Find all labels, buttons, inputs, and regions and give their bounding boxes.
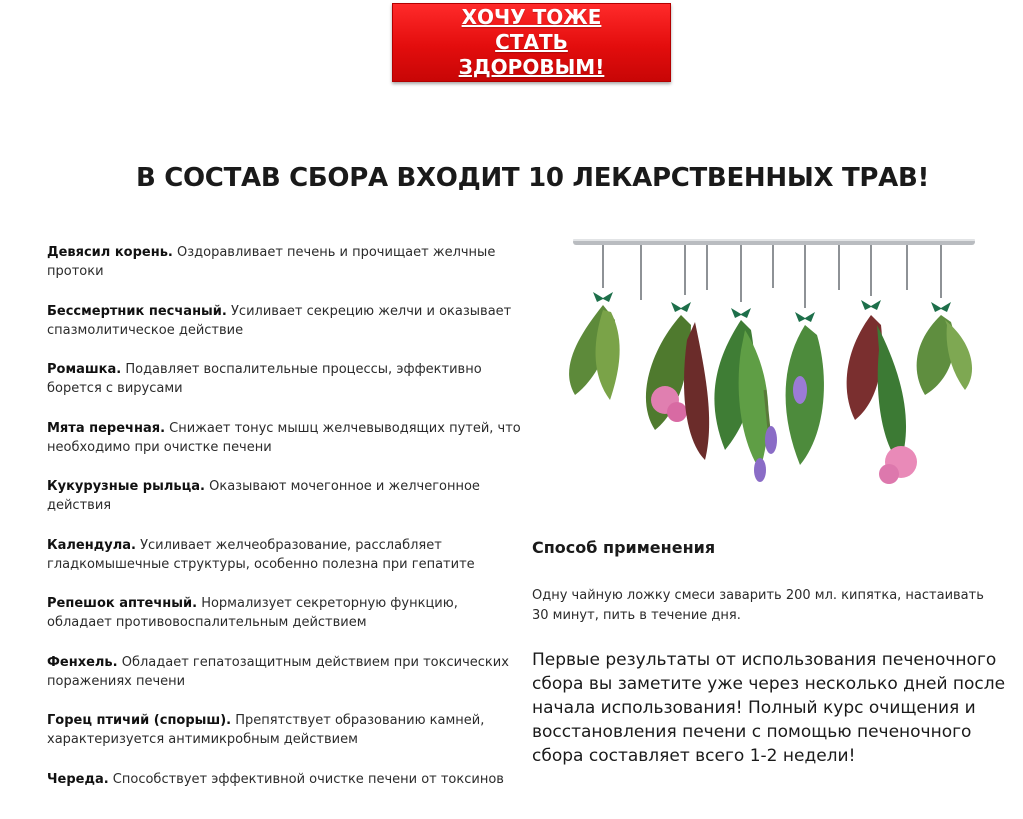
cta-button[interactable] — [392, 3, 671, 82]
herb-item-chamomile — [47, 360, 525, 398]
herb-description: Усиливает желчеобразование, расслабляет гладкомышечные структуры, особенно полезна при гепатите — [47, 538, 475, 572]
herb-name: Череда. — [47, 772, 109, 787]
herb-item-corn-silk — [47, 477, 525, 515]
herb-description: Снижает тонус мышц желчевыводящих путей, что необходимо при очистке печени — [47, 421, 521, 455]
herb-name: Ромашка. — [47, 362, 122, 377]
herb-item-knotgrass — [47, 711, 525, 749]
herb-item-immortelle — [47, 302, 525, 340]
herb-item-peppermint — [47, 419, 525, 457]
results-text: Первые результаты от использования печеночного сбора вы заметите уже через несколько дней после начала использования! Полный курс очищения и восстановления печени с помощью печеночного сбора составляет всего 1-2 недели! — [532, 650, 1006, 766]
herb-description: Способствует эффективной очистке печени от токсинов — [112, 772, 504, 787]
method-title: Способ применения — [532, 538, 716, 557]
herb-item-fennel — [47, 653, 525, 691]
herb-description: Усиливает секрецию желчи и оказывает спазмолитическое действие — [47, 304, 512, 338]
herb-name: Горец птичий (спорыш). — [47, 713, 232, 728]
herb-item-agrimony — [47, 594, 525, 632]
section-heading: В СОСТАВ СБОРА ВХОДИТ 10 ЛЕКАРСТВЕННЫХ ТРАВ! — [135, 163, 930, 193]
herb-name: Мята перечная. — [47, 421, 166, 436]
herb-item-calendula — [47, 536, 525, 574]
herb-item-elecampane — [47, 243, 525, 281]
herb-description: Оздоравливает печень и прочищает желчные протоки — [47, 245, 496, 279]
method-text: Одну чайную ложку смеси заварить 200 мл. кипятка, настаивать 30 минут, пить в течение дня. — [532, 588, 984, 623]
herb-description: Нормализует секреторную функцию, обладает противовоспалительным действием — [47, 596, 458, 630]
herb-description: Оказывают мочегонное и желчегонное действия — [47, 479, 480, 513]
herb-description: Обладает гепатозащитным действием при токсических поражениях печени — [47, 655, 509, 689]
herb-name: Бессмертник песчаный. — [47, 304, 227, 319]
hanging-herbs-illustration — [555, 230, 985, 505]
herb-name: Фенхель. — [47, 655, 118, 670]
herb-item-bidens — [47, 770, 525, 789]
herb-name: Девясил корень. — [47, 245, 173, 260]
herb-name: Кукурузные рыльца. — [47, 479, 205, 494]
herb-name: Календула. — [47, 538, 136, 553]
herb-description: Подавляет воспалительные процессы, эффективно борется с вирусами — [47, 362, 482, 396]
cta-button-label: ХОЧУ ТОЖЕ СТАТЬ ЗДОРОВЫМ! — [458, 5, 605, 79]
herb-name: Репешок аптечный. — [47, 596, 198, 611]
herb-description: Препятствует образованию камней, характеризуется антимикробным действием — [47, 713, 485, 747]
